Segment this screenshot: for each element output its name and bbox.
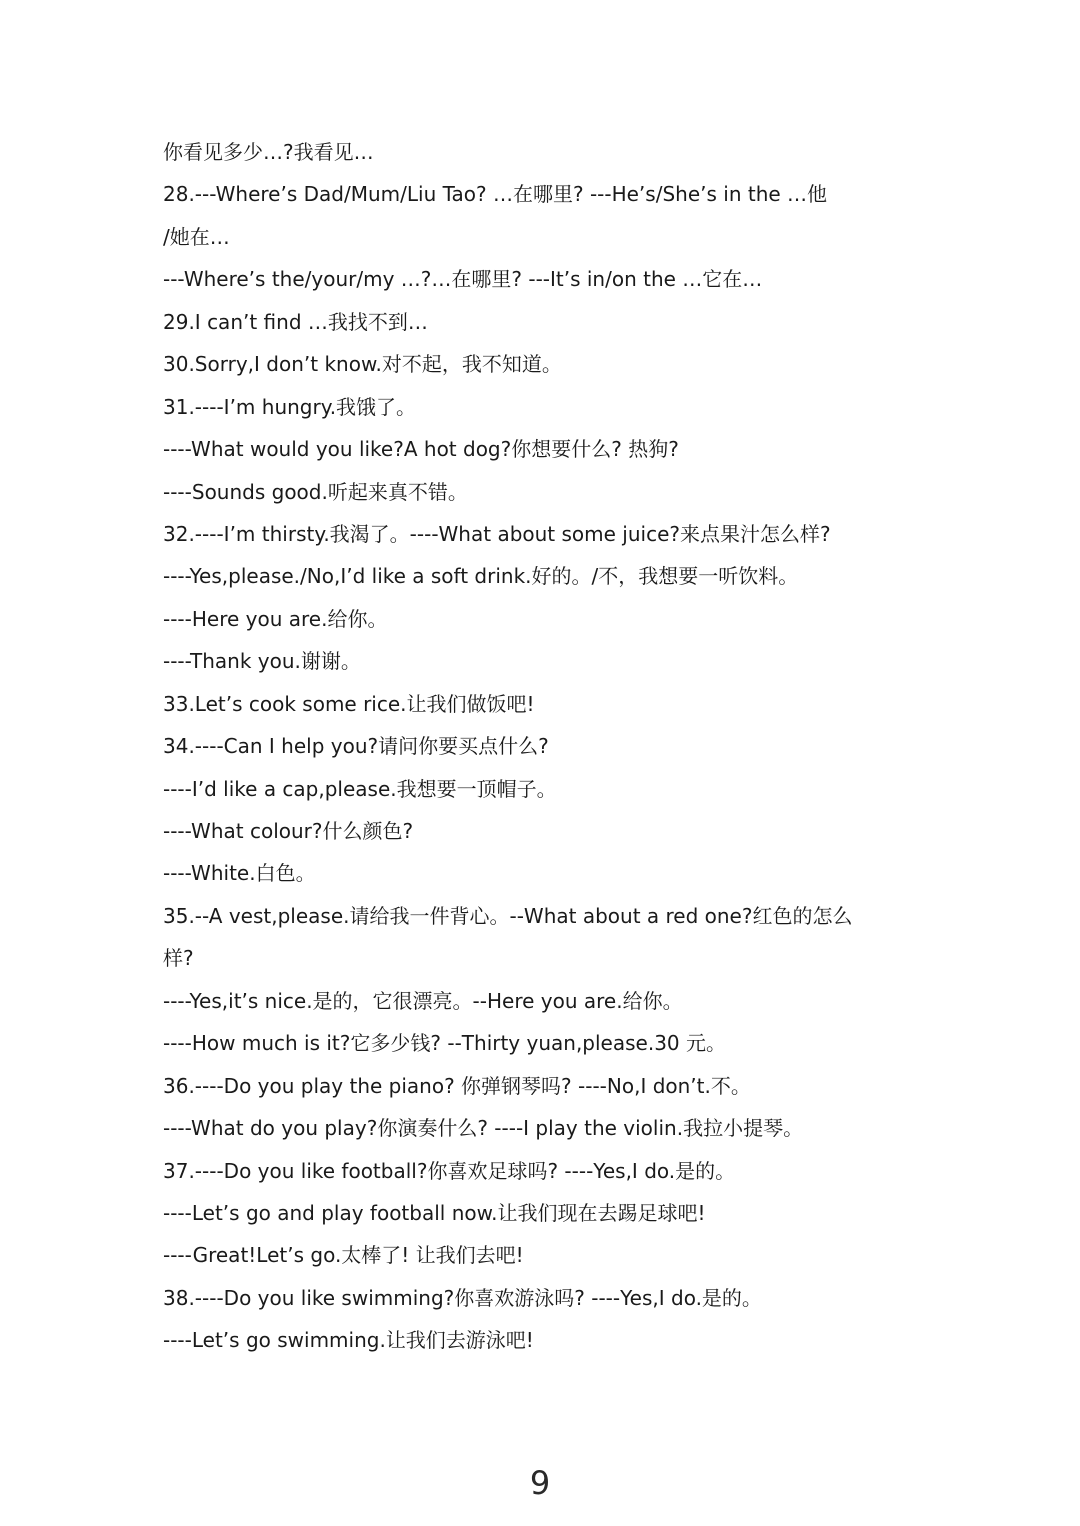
text-line: ----What do you play?你演奏什么? ----I play the violin.我拉小提琴。 — [163, 1116, 804, 1141]
text-line: 你看见多少…?我看见… — [163, 140, 374, 164]
text-line: ----Let’s go swimming.让我们去游泳吧! — [163, 1328, 534, 1353]
text-line: ----Yes,it’s nice.是的，它很漂亮。--Here you are.给你。 — [163, 988, 683, 1013]
text-line: ----I’d like a cap,please.我想要一顶帽子。 — [163, 776, 557, 801]
text-line: 29.I can’t find …我找不到… — [163, 309, 428, 334]
text-line: 32.----I’m thirsty.我渴了。----What about some juice?来点果汁怎么样? — [163, 521, 831, 546]
text-line: /她在… — [163, 224, 230, 249]
text-line: ----Yes,please./No,I’d like a soft drink.好的。/不，我想要一听饮料。 — [163, 564, 799, 589]
text-line: 36.----Do you play the piano? 你弹钢琴吗? ----No,I don’t.不。 — [163, 1073, 751, 1098]
text-line: ----What would you like?A hot dog?你想要什么? 热狗? — [163, 437, 679, 462]
text-line: 37.----Do you like football?你喜欢足球吗? ----Yes,I do.是的。 — [163, 1158, 736, 1183]
text-line: ----White.白色。 — [163, 861, 316, 886]
text-line: ----Great!Let’s go.太棒了! 让我们去吧! — [163, 1243, 524, 1268]
text-line: ---Where’s the/your/my …?…在哪里? ---It’s in/on the …它在… — [163, 267, 763, 292]
text-line: ----What colour?什么颜色? — [163, 819, 414, 843]
text-line: 样? — [163, 946, 194, 971]
text-line: 34.----Can I help you?请问你要买点什么? — [163, 734, 549, 759]
text-line: 28.---Where’s Dad/Mum/Liu Tao? …在哪里? ---He’s/She’s in the …他 — [163, 182, 828, 207]
text-line: 30.Sorry,I don’t know.对不起，我不知道。 — [163, 352, 562, 377]
text-line: ----Sounds good.听起来真不错。 — [163, 479, 468, 504]
page-body — [163, 131, 923, 1362]
text-line: 31.----I’m hungry.我饿了。 — [163, 394, 417, 419]
text-line: 33.Let’s cook some rice.让我们做饭吧! — [163, 691, 535, 716]
text-line: 35.--A vest,please.请给我一件背心。--What about a red one?红色的怎么 — [163, 903, 853, 928]
text-line: ----Let’s go and play football now.让我们现在去踢足球吧! — [163, 1200, 706, 1225]
page-number: 9 — [529, 1464, 551, 1502]
text-line: ----Thank you.谢谢。 — [163, 649, 361, 674]
text-line: ----How much is it?它多少钱? --Thirty yuan,please.30 元。 — [163, 1031, 727, 1056]
text-line: ----Here you are.给你。 — [163, 606, 388, 631]
text-line: 38.----Do you like swimming?你喜欢游泳吗? ----Yes,I do.是的。 — [163, 1285, 762, 1310]
